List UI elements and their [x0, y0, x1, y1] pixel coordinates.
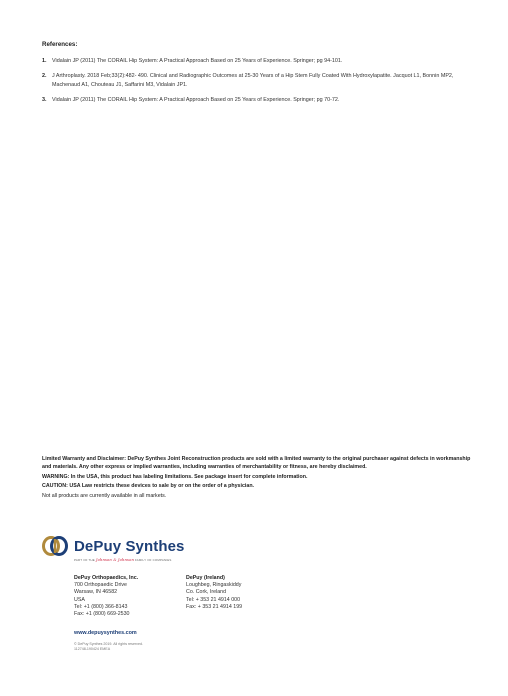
- fax-line: Fax: + 353 21 4914 199: [186, 603, 243, 610]
- legal-fineprint: [74, 642, 143, 652]
- phone-line: Tel: + 353 21 4914 000: [186, 596, 241, 603]
- reference-item: [42, 96, 472, 105]
- copyright-text: © DePuy Synthes 2019. All rights reserved.: [74, 642, 143, 646]
- caution-notice: CAUTION: USA Law restricts these devices to sale by or on the order of a physician.: [42, 483, 255, 489]
- address-line: Co. Cork, Ireland: [186, 589, 227, 596]
- address-ireland: [186, 575, 242, 611]
- warning-notice: WARNING: In the USA, this product has labeling limitations. See package insert for complete information.: [42, 474, 308, 480]
- company-logo: [42, 536, 185, 556]
- website-link[interactable]: www.depuysynthes.com: [74, 630, 137, 636]
- reference-number: 3.: [42, 97, 47, 103]
- tagline-prefix: PART OF THE: [74, 558, 95, 562]
- reference-text: Vidalain JP (2011) The CORAIL Hip System: A Practical Approach Based on 25 Years of Experience. Springer; pg 70-72.: [52, 97, 340, 103]
- address-heading: DePuy Orthopaedics, Inc.: [74, 575, 139, 581]
- address-usa: [74, 575, 138, 618]
- johnson-johnson-wordmark: Johnson & Johnson: [95, 558, 134, 562]
- depuy-synthes-emblem-icon: [42, 536, 68, 556]
- address-line: Loughbeg, Ringaskiddy: [186, 582, 242, 589]
- document-code: 112748-190424 EMEA: [74, 647, 111, 651]
- reference-text: J Arthroplasty. 2018 Feb;33(2):482- 490. Clinical and Radiographic Outcomes at 25-30 Years of a Hip Stem Fully Coated With Hydroxylapatite. Jacquot L1, Bonnin MP2, Machenaud A1, Chouteau J1, Saffarini M3, Vidalain JP1.: [52, 73, 454, 88]
- address-heading: DePuy (Ireland): [186, 575, 225, 581]
- availability-notice: Not all products are currently available in all markets.: [42, 493, 167, 499]
- reference-number: 1.: [42, 58, 47, 64]
- reference-text: Vidalain JP (2011) The CORAIL Hip System: A Practical Approach Based on 25 Years of Experience. Springer; pg 94-101.: [52, 58, 343, 64]
- address-line: 700 Orthopaedic Drive: [74, 582, 127, 589]
- fax-line: Fax: +1 (800) 669-2530: [74, 611, 130, 618]
- references-title: References:: [42, 41, 78, 48]
- address-line: Warsaw, IN 46582: [74, 589, 118, 596]
- reference-item: [42, 72, 472, 89]
- reference-number: 2.: [42, 73, 47, 79]
- phone-line: Tel: +1 (800) 366-8143: [74, 603, 128, 610]
- reference-item: [42, 57, 472, 66]
- tagline-suffix: FAMILY OF COMPANIES: [134, 558, 172, 562]
- warranty-disclaimer: Limited Warranty and Disclaimer: DePuy Synthes Joint Reconstruction products are sold with a limited warranty to the original purchaser against defects in workmanship and materials. Any other express or implied warranties, including warranties of merchantability or fitness, are hereby disclaimed.: [42, 456, 471, 471]
- parent-company-tagline: [74, 558, 172, 562]
- brand-name: DePuy Synthes: [74, 537, 185, 555]
- address-line: USA: [74, 596, 85, 603]
